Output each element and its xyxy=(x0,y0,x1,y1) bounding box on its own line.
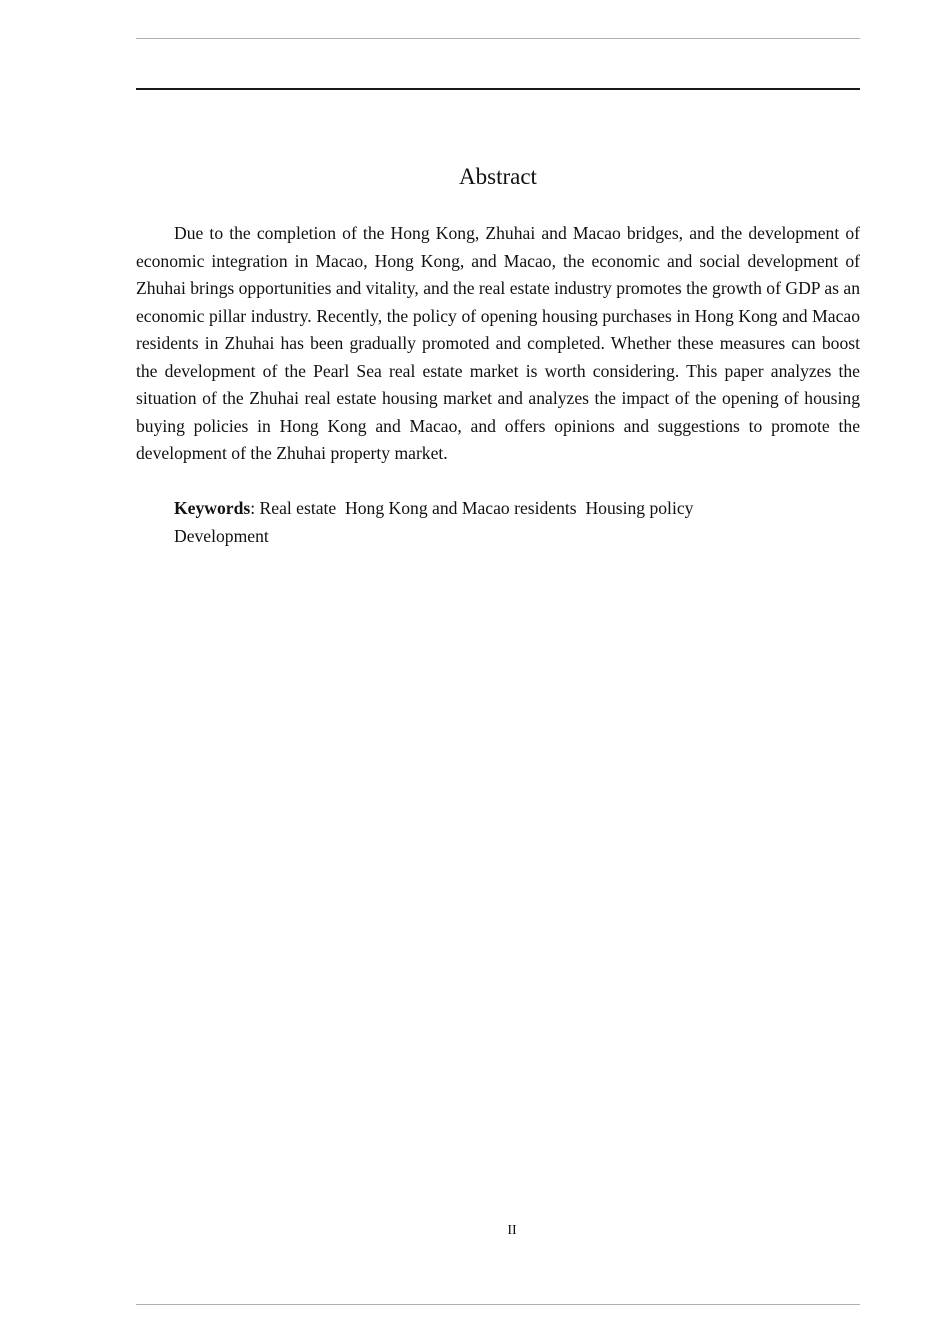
page-top-border xyxy=(136,38,860,39)
keywords-separator: : xyxy=(250,498,260,518)
keyword-item: Housing policy xyxy=(585,498,694,518)
keyword-item: Development xyxy=(174,525,269,546)
abstract-body: Due to the completion of the Hong Kong, Zhuhai and Macao bridges, and the development of economic integration in Macao, Hong Kong, and Macao, the economic and social development of Zhuhai brings opportunities and vitality, and the real estate industry promotes the growth of GDP as an economic pillar industry. Recently, the policy of opening housing purchases in Hong Kong and Macao residents in Zhuhai has been gradually promoted and completed. Whether these measures can boost the development of the Pearl Sea real estate market is worth considering. This paper analyzes the situation of the Zhuhai real estate housing market and analyzes the impact of the opening of housing buying policies in Hong Kong and Macao, and offers opinions and suggestions to promote the development of the Zhuhai property market. xyxy=(136,223,860,463)
abstract-title: Abstract xyxy=(459,164,537,189)
page-number: II xyxy=(507,1223,517,1238)
keyword-item: Hong Kong and Macao residents xyxy=(345,498,577,518)
page-bottom-border xyxy=(136,1304,860,1305)
keywords-line xyxy=(174,495,860,550)
keyword-item: Real estate xyxy=(259,498,337,518)
keywords-label: Keywords xyxy=(174,498,251,518)
header-rule xyxy=(136,88,860,90)
